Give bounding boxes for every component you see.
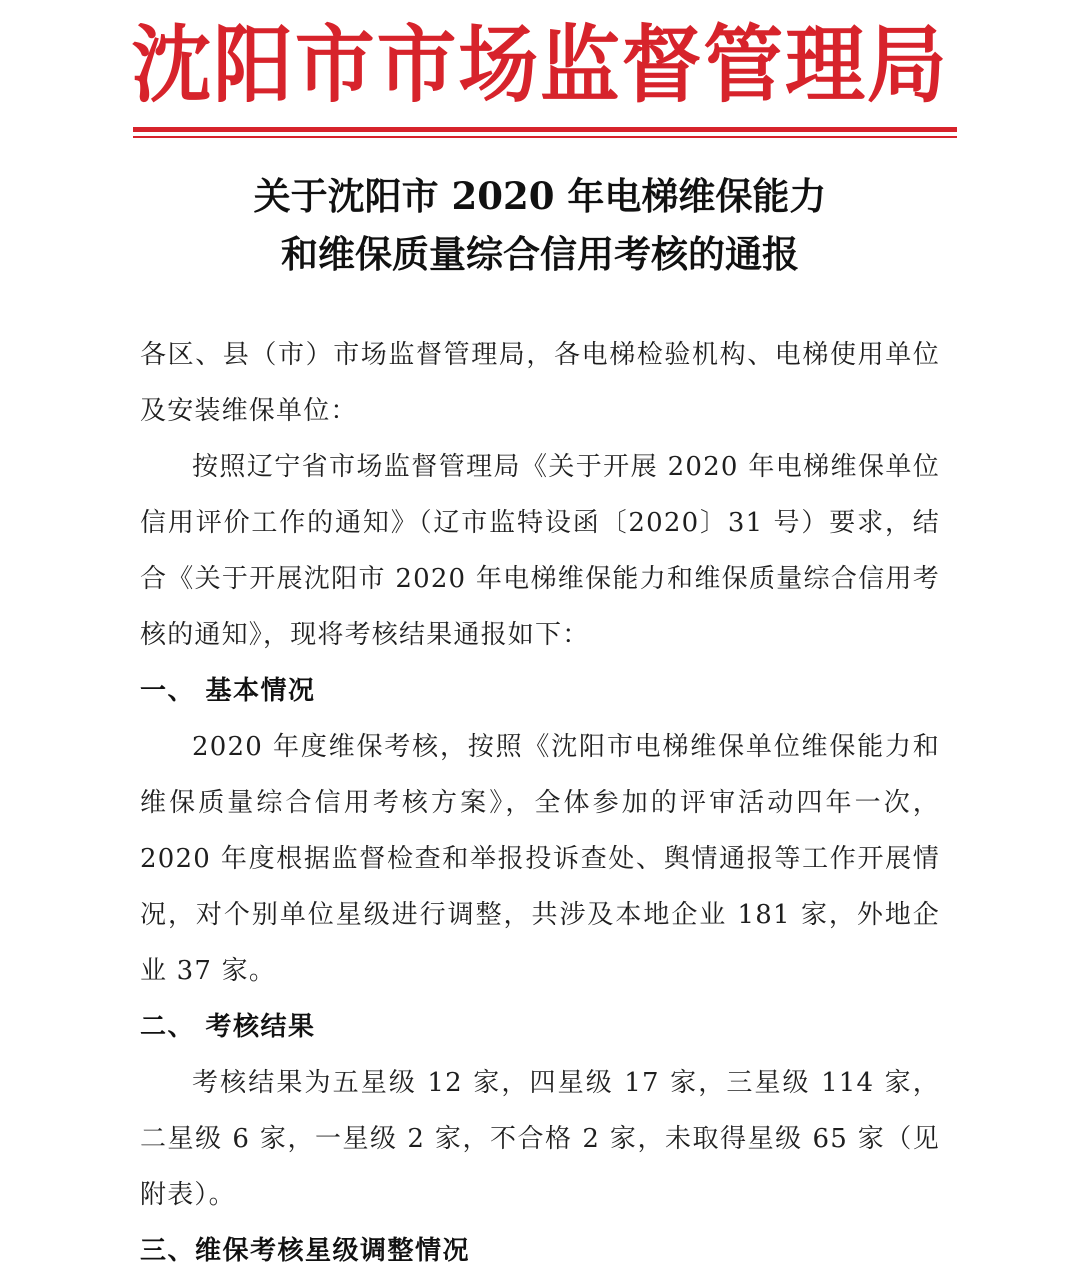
document-title-line-1: 关于沈阳市 2020 年电梯维保能力	[253, 174, 827, 218]
document-body	[140, 327, 940, 1279]
intro-paragraph: 按照辽宁省市场监督管理局《关于开展 2020 年电梯维保单位信用评价工作的通知》（辽市监特设函〔2020〕31 号）要求，结合《关于开展沈阳市 2020 年电梯维保能力和维保质量综合信用考核的通知》，现将考核结果通报如下：	[140, 452, 940, 650]
letterhead-rule-thick	[133, 127, 957, 132]
letterhead-org-name: 沈阳市市场监督管理局	[131, 16, 949, 114]
section-1-paragraph: 2020 年度维保考核，按照《沈阳市电梯维保单位维保能力和维保质量综合信用考核方案》，全体参加的评审活动四年一次，2020 年度根据监督检查和举报投诉查处、舆情通报等工作开展情况，对个别单位星级进行调整，共涉及本地企业 181 家，外地企业 37 家。	[140, 732, 940, 986]
section-1-heading: 一、 基本情况	[140, 676, 316, 706]
document-title-line-2: 和维保质量综合信用考核的通报	[281, 232, 799, 276]
letterhead-rule-thin	[133, 136, 957, 138]
section-2-paragraph: 考核结果为五星级 12 家，四星级 17 家，三星级 114 家，二星级 6 家，一星级 2 家，不合格 2 家，未取得星级 65 家（见附表）。	[140, 1068, 940, 1210]
section-2-heading: 二、 考核结果	[140, 1012, 316, 1042]
salutation-paragraph: 各区、县（市）市场监督管理局，各电梯检验机构、电梯使用单位及安装维保单位：	[140, 340, 940, 426]
section-3-heading: 三、维保考核星级调整情况	[140, 1236, 471, 1266]
